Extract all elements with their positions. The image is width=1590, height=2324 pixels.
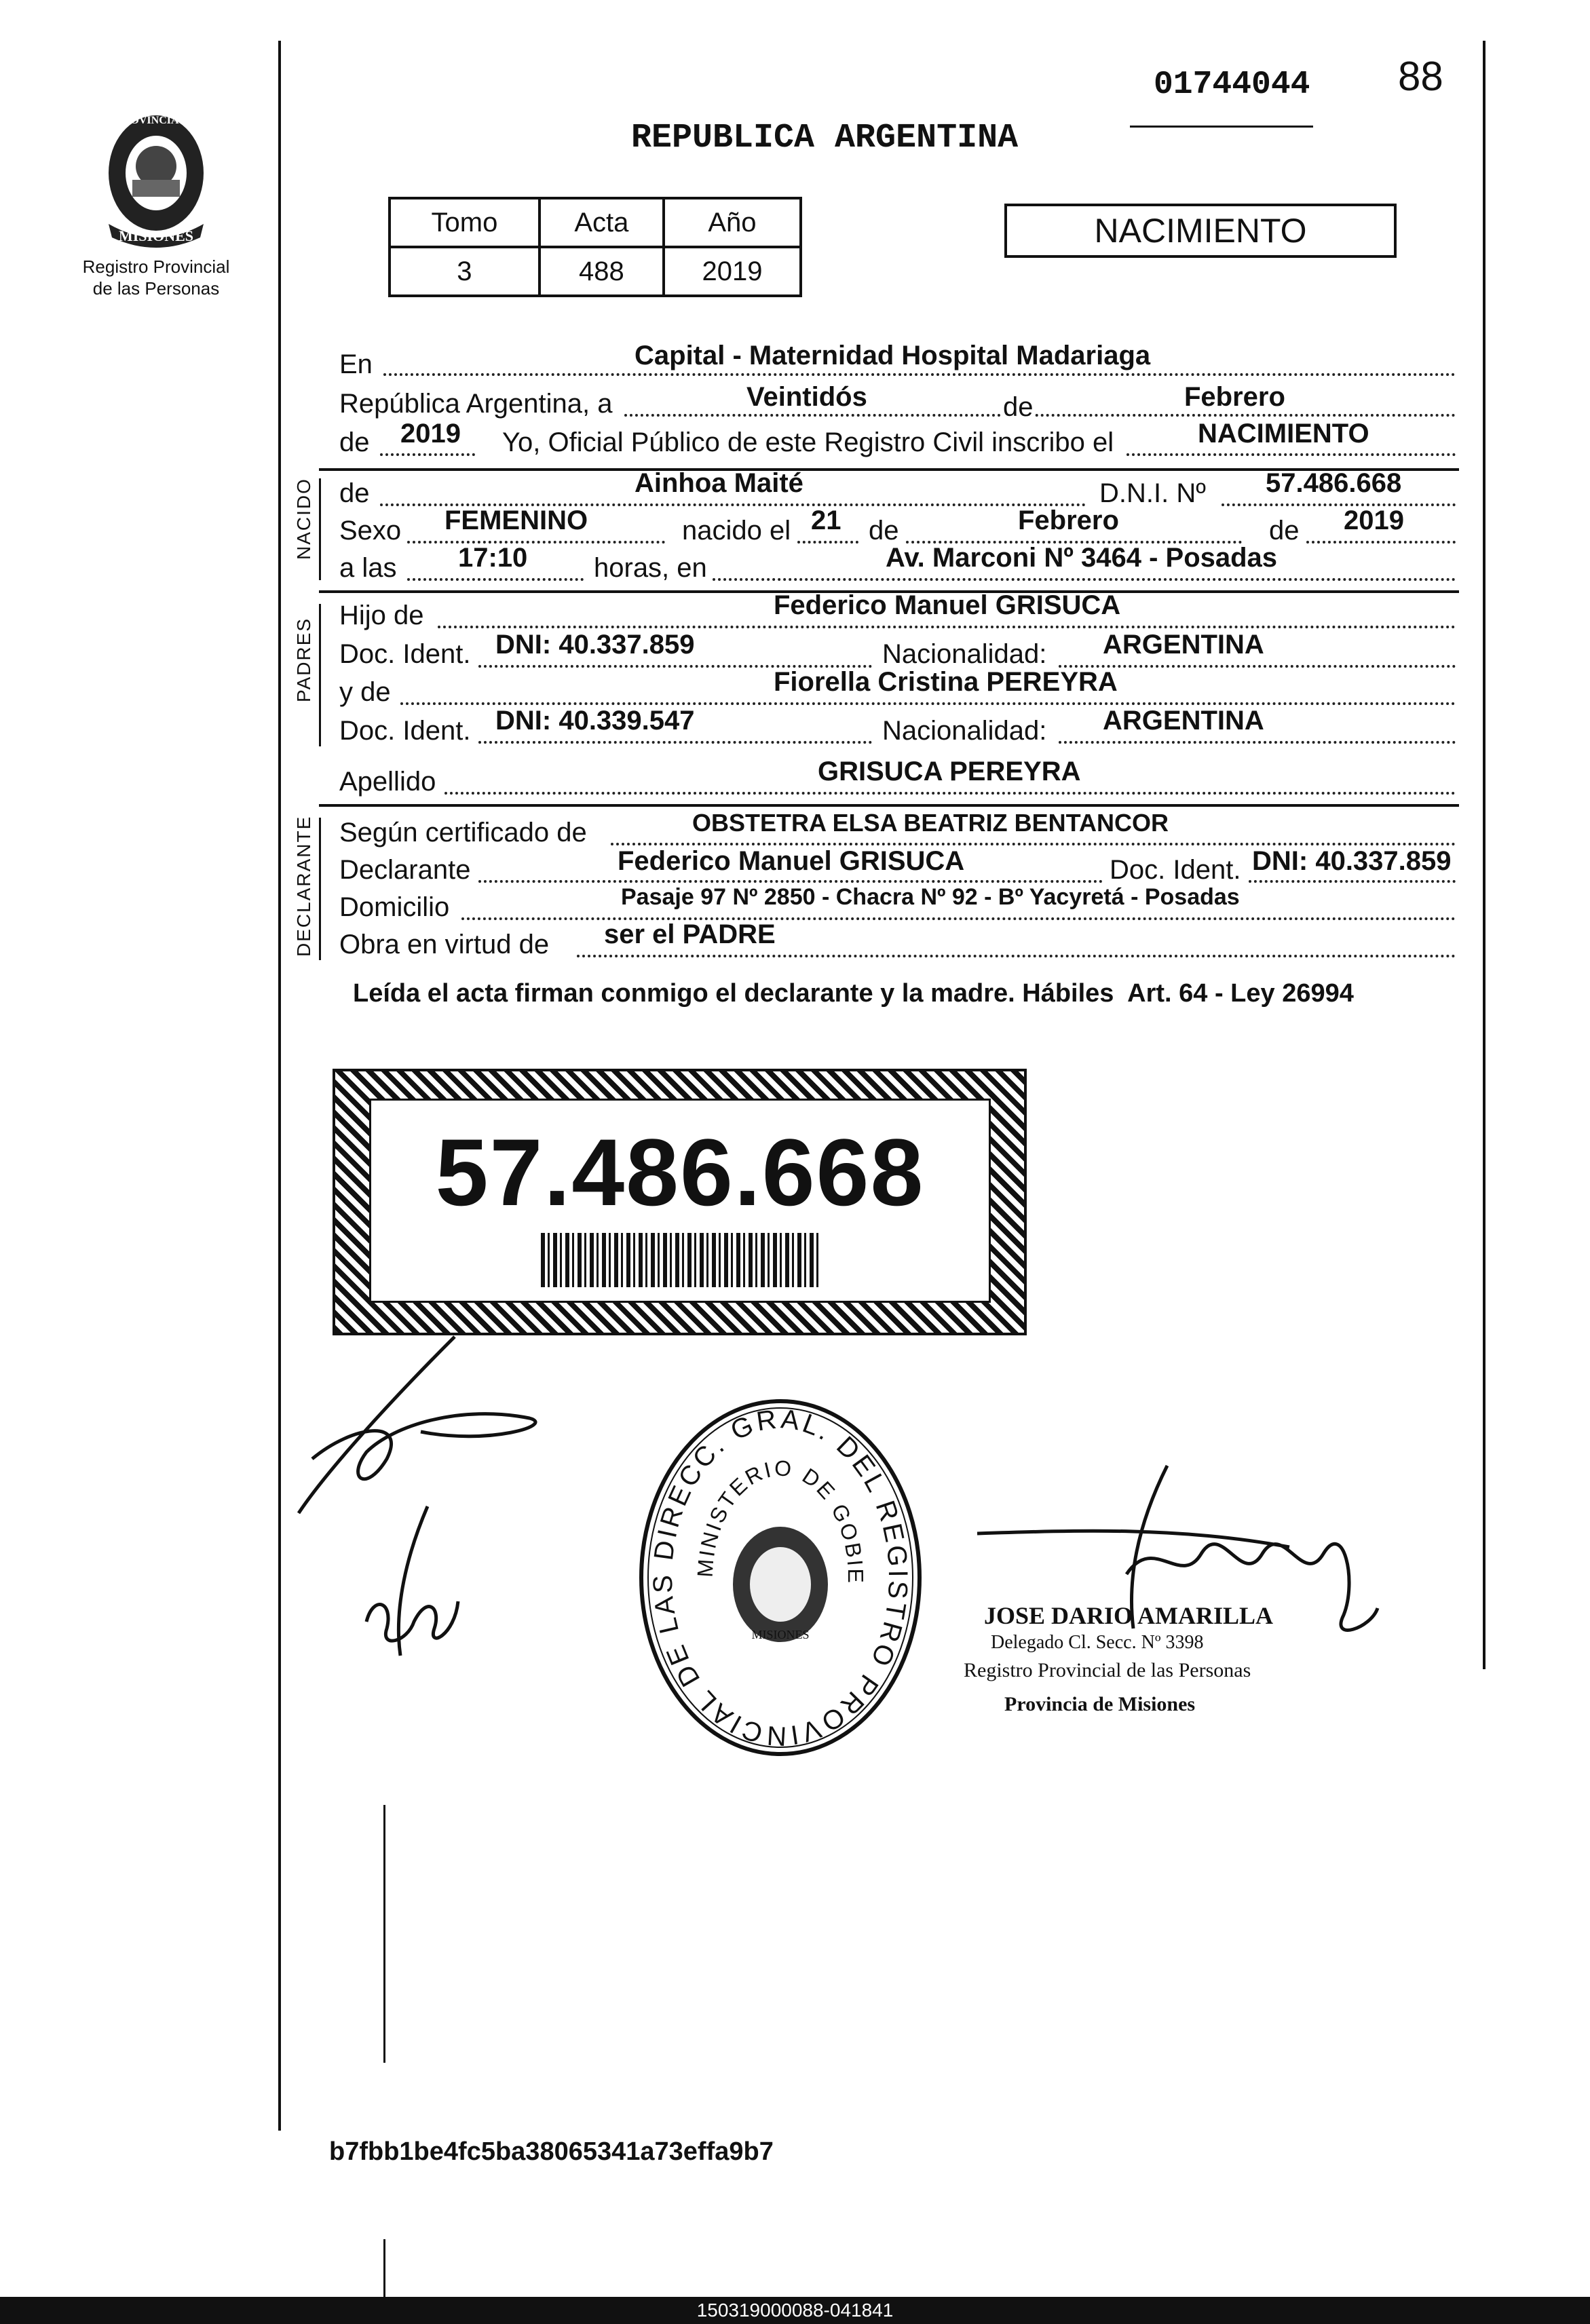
declarante-bracket [319,818,321,960]
decl-dots [478,880,1103,883]
obra-value: ser el PADRE [604,919,776,949]
alas-label: a las [339,553,397,583]
section-nacido: NACIDO [293,478,314,560]
book-table [388,197,802,297]
father-name: Federico Manuel GRISUCA [774,590,1121,620]
dni-dots [1222,503,1456,506]
official-name: JOSE DARIO AMARILLA [984,1602,1274,1629]
father-doc: DNI: 40.337.859 [495,630,695,660]
father-dots [438,626,1456,628]
father-nationality: ARGENTINA [1103,630,1264,660]
de-label-2: de [339,427,370,457]
table-value-tomo: 3 [390,247,540,296]
de-label-1: de [1003,392,1034,422]
day-value: Veintidós [746,382,867,412]
provincial-seal [85,102,227,251]
country-title: REPUBLICA ARGENTINA [631,119,1019,157]
decl-label: Declarante [339,855,471,885]
dom-label: Domicilio [339,892,450,922]
mother-nac-label: Nacionalidad: [882,716,1047,746]
mother-nationality: ARGENTINA [1103,706,1264,736]
birth-place: Av. Marconi Nº 3464 - Posadas [886,543,1278,573]
table-value-acta: 488 [540,247,664,296]
yo-label: Yo, Oficial Público de este Registro Civil inscribo el [502,427,1114,457]
sexo-value: FEMENINO [444,506,588,535]
table-value-ano: 2019 [664,247,801,296]
closing-text: Leída el acta firman conmigo el declarante y la madre. Hábiles Art. 64 - Ley 26994 [353,979,1354,1008]
official-line4: Provincia de Misiones [1004,1693,1196,1715]
doc-type-box: NACIMIENTO [1004,204,1397,258]
separator-3 [319,804,1459,807]
section-declarante: DECLARANTE [293,815,314,957]
sexo-dots [407,541,665,544]
decl-doc-dots [1249,880,1456,883]
seal-icon [85,102,227,251]
table-header-ano: Año [664,198,801,247]
right-margin-line [1483,41,1485,1669]
en-label: En [339,349,373,379]
year-value: 2019 [400,419,461,449]
birth-year-dots [1306,541,1456,544]
father-doc-label: Doc. Ident. [339,639,471,669]
dni-label: D.N.I. Nº [1099,478,1206,508]
seal-small-text: MISIONES [118,227,194,244]
decl-doc-label: Doc. Ident. [1110,855,1241,885]
registry-line2: de las Personas [92,278,220,299]
stamp-center-text: MISIONES [751,1628,810,1641]
father-nac-dots [1059,665,1456,668]
left-margin-line [278,41,281,2131]
year-dots [380,453,475,456]
inscribe-value: NACIMIENTO [1198,419,1369,449]
birth-year: 2019 [1344,506,1404,535]
mother-doc-label: Doc. Ident. [339,716,471,746]
footer-code: 150319000088-041841 [696,2300,894,2321]
apellido-value: GRISUCA PEREYRA [818,757,1081,786]
birth-time: 17:10 [458,543,528,573]
place-dots [713,578,1456,581]
apellido-label: Apellido [339,767,436,797]
dni-sticker-number: 57.486.668 [435,1119,925,1225]
binding-mark-2 [383,2239,385,2300]
child-name: Ainhoa Maité [635,468,803,498]
nacido-bracket [319,478,321,580]
rep-label: República Argentina, a [339,389,613,419]
month-value: Febrero [1184,382,1285,412]
mother-signature [339,1500,475,1676]
inscribe-dots [1127,453,1456,456]
nacido-de-label: de [339,478,370,508]
apellido-dots [444,792,1456,795]
table-header-tomo: Tomo [390,198,540,247]
mother-name: Fiorella Cristina PEREYRA [774,667,1118,697]
barcode [541,1233,819,1287]
serial-number: 01744044 [1154,66,1310,103]
dom-value: Pasaje 97 Nº 2850 - Chacra Nº 92 - Bº Yacyretá - Posadas [621,884,1240,910]
nacido-de-label-3: de [1269,516,1300,546]
horas-label: horas, en [594,553,707,583]
obra-label: Obra en virtud de [339,930,550,959]
serial-underline [1130,126,1313,128]
page-number: 88 [1398,54,1443,99]
mother-nac-dots [1059,741,1456,744]
official-line3: Registro Provincial de las Personas [964,1659,1251,1681]
decl-doc-value: DNI: 40.337.859 [1252,846,1452,876]
birth-day: 21 [811,506,841,535]
father-nac-label: Nacionalidad: [882,639,1047,669]
section-padres: PADRES [293,617,314,702]
decl-value: Federico Manuel GRISUCA [618,846,965,876]
yde-label: y de [339,677,391,707]
table-header-acta: Acta [540,198,664,247]
nacido-de-label-2: de [869,516,899,546]
document-hash: b7fbb1be4fc5ba38065341a73effa9b7 [329,2137,774,2166]
dni-sticker [333,1069,1027,1335]
nacido-el-label: nacido el [682,516,791,546]
registry-line1: Registro Provincial [82,256,230,277]
seal-small-arc: PROVINCIA DE [116,115,196,126]
cert-dots [611,843,1456,845]
obra-dots [577,955,1456,957]
binding-mark-1 [383,1805,385,2063]
official-stamp-icon [631,1394,930,1761]
day-dots [797,541,858,544]
mother-dots [400,702,1456,705]
cert-label: Según certificado de [339,818,587,847]
sexo-label: Sexo [339,516,402,546]
padres-bracket [319,604,321,746]
hijo-label: Hijo de [339,601,424,630]
child-dni: 57.486.668 [1266,468,1402,498]
official-line2: Delegado Cl. Secc. Nº 3398 [991,1632,1204,1653]
dni-sticker-inner [369,1099,991,1303]
en-value: Capital - Maternidad Hospital Madariaga [635,341,1151,370]
footer-bar [0,2297,1590,2324]
cert-value: OBSTETRA ELSA BEATRIZ BENTANCOR [692,809,1169,837]
official-stamp [631,1394,930,1761]
time-dots [407,578,584,581]
rep-dots [624,414,1456,417]
en-dots [383,373,1456,376]
mother-doc-dots [478,741,872,744]
birth-month: Febrero [1018,506,1119,535]
stamp-inner-text: MINISTERIO DE GOBIE [692,1455,869,1585]
stamp-outer-text: DIRECC. GRAL. DEL REGISTRO PROVINCIAL DE LAS [647,1404,913,1751]
mother-doc: DNI: 40.339.547 [495,706,695,736]
